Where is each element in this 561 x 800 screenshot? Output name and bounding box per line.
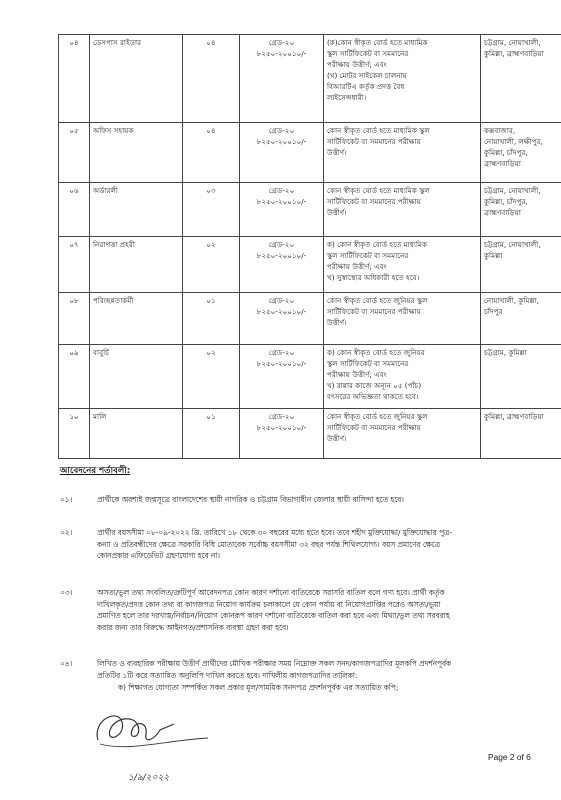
- qualification-line: ক) কোন স্বীকৃত বোর্ড হতে জুনিয়র: [327, 348, 425, 357]
- scale-text: ৮২৫০-২০০১০/-: [256, 49, 307, 58]
- condition-text: [97, 587, 537, 633]
- district-line: কক্সবাজার,: [484, 126, 516, 135]
- post-count-cell: ০২: [183, 237, 240, 293]
- qualification-line: খ) সুস্বাস্থ্যের অধিকারী হতে হবে।: [327, 273, 420, 282]
- scale-text: ৮২৫০-২০০১০/-: [256, 359, 307, 368]
- condition-number: ০৩।: [60, 588, 73, 597]
- district-line: চট্টগ্রাম, নোয়াখালী,: [484, 186, 541, 195]
- post-name-cell: পরিচ্ছন্নতাকর্মী: [90, 293, 183, 345]
- condition-line: প্রার্থীকে অবশ্যই জন্মসূত্রে বাংলাদেশের স্থায়ী নাগরিক ও চট্টগ্রাম বিভাগাধীন জেলার স্থায়ী বাসিন্দা হতে হবে।: [97, 495, 404, 504]
- pay-scale-cell: [240, 237, 324, 293]
- district-line: কুমিল্লা, ব্রাহ্মণবাড়িয়া: [484, 49, 544, 58]
- qualification-line: কোন স্বীকৃত বোর্ড হতে জুনিয়র স্কুল: [327, 296, 428, 305]
- district-line: নোয়াখালী, কুমিল্লা,: [484, 296, 539, 305]
- table-row: [59, 293, 561, 345]
- pay-scale-cell: [240, 123, 324, 183]
- qualification-cell: [324, 183, 481, 237]
- post-count-cell: ০৪: [183, 35, 240, 123]
- district-line: চট্টগ্রাম, কুমিল্লা: [484, 348, 527, 357]
- signature-date: ১/৯/২০২২: [128, 773, 170, 783]
- qualification-line: সার্টিফিকেট বা সমমানের পরীক্ষায়: [327, 307, 421, 316]
- district-line: চাঁদপুর: [484, 307, 503, 316]
- qualification-line: খ) রান্নার কাজে অন্যূন ০৫ (পাঁচ): [327, 381, 422, 390]
- pay-scale-cell: [240, 183, 324, 237]
- districts-cell: [481, 35, 561, 123]
- qualification-line: কোন স্বীকৃত বোর্ড হতে মাধ্যমিক স্কুল: [327, 186, 430, 195]
- condition-number: ০২।: [60, 528, 73, 537]
- post-name-cell: অফিস সহায়ক: [90, 123, 183, 183]
- pay-scale-cell: [240, 345, 324, 409]
- posts-table: [58, 34, 561, 459]
- qualification-line: ক) কোন স্বীকৃত বোর্ড হতে মাধ্যমিক: [327, 240, 428, 249]
- condition-line: প্রার্থীর বয়সসীমা ০৮-০৯-২০২২ খ্রি. তারিখে ১৮ থেকে ৩০ বছরের মধ্যে হতে হবে। তবে শহীদ মুক্তিযোদ্ধা/ মুক্তিযোদ্ধার পুত্র-: [97, 528, 453, 537]
- condition-line: প্রতিটির ১টি করে সত্যায়িত অনুলিপি দাখিল করতে হবে। দাখিলীয় কাগজপত্রাদির তালিকা:: [97, 670, 358, 680]
- serial-cell: ০৭: [59, 237, 90, 293]
- pay-scale-cell: [240, 293, 324, 345]
- table-row: [59, 345, 561, 409]
- grade-text: গ্রেড-২০: [268, 38, 295, 47]
- qualification-line: লাইসেন্সধারী।: [327, 93, 367, 102]
- qualification-cell: [324, 345, 481, 409]
- table-row: [59, 237, 561, 293]
- table-row: [59, 35, 561, 123]
- condition-text: [97, 494, 537, 506]
- post-name-cell: মালি: [90, 409, 183, 459]
- condition-line: প্রমাণিত হলে তার দরখাস্ত/নির্বাচন/নিয়োগ কোনরূপ কারণ দর্শানো ব্যতিরেকে বাতিল করা হবে এবং মিথ্যা/ভুল তথ্য সরবরাহ: [97, 611, 450, 620]
- qualification-line: স্কুল সার্টিফিকেট বা সমমানের: [327, 49, 409, 58]
- qualification-line: পরীক্ষায় উত্তীর্ণ; এবং: [327, 370, 387, 379]
- qualification-line: উত্তীর্ণ।: [327, 434, 347, 443]
- scale-text: ৮২৫০-২০০১০/-: [256, 197, 307, 206]
- serial-cell: ১০: [59, 409, 90, 459]
- qualification-line: উত্তীর্ণ।: [327, 318, 347, 327]
- post-name-cell: ডেসপাস রাইডার: [90, 35, 183, 123]
- qualification-line: (ক)কোন স্বীকৃত বোর্ড হতে মাধ্যমিক: [327, 38, 428, 47]
- scale-text: ৮২৫০-২০০১০/-: [256, 137, 307, 146]
- conditions-title: আবেদনের শর্তাবলী:: [60, 466, 131, 476]
- districts-cell: [481, 345, 561, 409]
- district-line: চট্টগ্রাম, নোয়াখালী,: [484, 240, 541, 249]
- grade-text: গ্রেড-২০: [268, 296, 295, 305]
- pay-scale-cell: [240, 409, 324, 459]
- districts-cell: [481, 123, 561, 183]
- qualification-line: বিআরটিএ কর্তৃক প্রদত্ত বৈধ: [327, 82, 405, 91]
- qualification-line: সার্টিফিকেট বা সমমানের পরীক্ষায়: [327, 137, 421, 146]
- qualification-line: বৎসরের অভিজ্ঞতা থাকতে হবে।: [327, 392, 419, 401]
- pay-scale-cell: [240, 35, 324, 123]
- condition-line: অসত্য/ভুল তথ্য সংবলিত/ত্রুটিপূর্ণ আবেদনপত্র কোন কারণ দর্শানো ব্যতিরেকে সরাসরি বাতিল বলে গণ্য হবে। প্রার্থী কর্তৃক: [97, 588, 445, 597]
- post-count-cell: ০১: [183, 409, 240, 459]
- condition-line: করার জন্য তার বিরুদ্ধে আইনগত/প্রশাসনিক ব্যবস্থা গ্রহণ করা হবে।: [97, 622, 289, 632]
- qualification-line: স্কুল সার্টিফিকেট বা সমমানের: [327, 251, 409, 260]
- scale-text: ৮২৫০-২০০১০/-: [256, 423, 307, 432]
- posts-table-body: [59, 35, 561, 459]
- condition-line: কন্যা ও প্রতিবন্ধীদের ক্ষেত্রে সরকারি বিধি মোতাবেক সর্বোচ্চ বয়সসীমা ৩২ বছর পর্যন্ত শিথিলযোগ্য। বয়স প্রমাণের ক্ষেত্রে: [97, 539, 440, 549]
- condition-line: কোনপ্রকার এফিডেভিট গ্রহণযোগ্য হবে না।: [97, 551, 221, 560]
- district-line: কুমিল্লা, ব্রাহ্মণবাড়িয়া: [484, 412, 544, 421]
- serial-cell: ০৬: [59, 183, 90, 237]
- scale-text: ৮২৫০-২০০১০/-: [256, 251, 307, 260]
- district-line: ব্রাহ্মণবাড়িয়া: [484, 159, 521, 168]
- condition-sub-item: ক) শিক্ষাগত যোগ্যতা সম্পর্কিত সকল প্রকার মূল/সাময়িক সনদপত্র প্রদর্শনপূর্বক এর সত্যায়িত কপি;: [118, 683, 399, 692]
- qualification-cell: [324, 409, 481, 459]
- post-count-cell: ০৪: [183, 123, 240, 183]
- signature-mark: [88, 700, 228, 780]
- grade-text: গ্রেড-২০: [268, 412, 295, 421]
- districts-cell: [481, 409, 561, 459]
- districts-cell: [481, 293, 561, 345]
- serial-cell: ০৯: [59, 345, 90, 409]
- qualification-line: (খ) মোটর সাইকেল চালনায়: [327, 71, 407, 80]
- qualification-line: সার্টিফিকেট বা সমমানের পরীক্ষায়: [327, 197, 421, 206]
- condition-line: লিখিত ও ব্যবহারিক পরীক্ষায় উত্তীর্ণ প্রার্থীদের মৌখিক পরীক্ষার সময় নিম্নোক্ত সকল সনদ/কাগজপত্রাদির মূলকপি প্রদর্শনপূর্বক: [97, 659, 452, 668]
- qualification-line: পরীক্ষায় উত্তীর্ণ; এবং: [327, 60, 387, 69]
- table-row: [59, 409, 561, 459]
- district-line: নোয়াখালী, লক্ষীপুর,: [484, 137, 543, 146]
- grade-text: গ্রেড-২০: [268, 240, 295, 249]
- qualification-cell: [324, 293, 481, 345]
- post-name-cell: নিরাপত্তা প্রহরী: [90, 237, 183, 293]
- post-count-cell: ০১: [183, 293, 240, 345]
- post-name-cell: বাবুর্চি: [90, 345, 183, 409]
- qualification-line: উত্তীর্ণ।: [327, 208, 347, 217]
- post-name-cell: অর্ডারলী: [90, 183, 183, 237]
- condition-number: ০১।: [60, 495, 73, 504]
- districts-cell: [481, 237, 561, 293]
- districts-cell: [481, 183, 561, 237]
- qualification-cell: [324, 237, 481, 293]
- post-count-cell: ০৩: [183, 183, 240, 237]
- condition-line: দাখিলকৃত/প্রদত্ত কোন তথ্য বা কাগজপত্র নিয়োগ কার্যক্রম চলাকালে যে কোন পর্যায় বা নিয়োগপ্রাপ্তির পরেও অসত্য/ভুয়া: [97, 599, 441, 609]
- serial-cell: ০৪: [59, 35, 90, 123]
- district-line: চট্টগ্রাম, নোয়াখালী,: [484, 38, 541, 47]
- qualification-line: সার্টিফিকেট বা সমমানের পরীক্ষায়: [327, 423, 421, 432]
- qualification-line: পরীক্ষায় উত্তীর্ণ; এবং: [327, 262, 387, 271]
- condition-text: [97, 527, 537, 562]
- condition-number: ০৪।: [60, 659, 73, 668]
- district-line: ব্রাহ্মণবাড়িয়া: [484, 208, 521, 217]
- scale-text: ৮২৫০-২০০১০/-: [256, 307, 307, 316]
- district-line: কুমিল্লা, চাঁদপুর,: [484, 197, 528, 206]
- qualification-line: উত্তীর্ণ।: [327, 148, 347, 157]
- grade-text: গ্রেড-২০: [268, 126, 295, 135]
- page-number: Page 2 of 6: [488, 752, 531, 762]
- qualification-cell: [324, 123, 481, 183]
- grade-text: গ্রেড-২০: [268, 348, 295, 357]
- condition-text: [97, 658, 537, 681]
- district-line: কুমিল্লা: [484, 251, 503, 260]
- grade-text: গ্রেড-২০: [268, 186, 295, 195]
- table-row: [59, 183, 561, 237]
- table-row: [59, 123, 561, 183]
- post-count-cell: ০২: [183, 345, 240, 409]
- qualification-line: কোন স্বীকৃত বোর্ড হতে মাধ্যমিক স্কুল: [327, 126, 430, 135]
- qualification-line: কোন স্বীকৃত বোর্ড হতে জুনিয়র স্কুল: [327, 412, 428, 421]
- qualification-cell: [324, 35, 481, 123]
- district-line: কুমিল্লা, চাঁদপুর,: [484, 148, 528, 157]
- serial-cell: ০৫: [59, 123, 90, 183]
- qualification-line: স্কুল সার্টিফিকেট বা সমমানের: [327, 359, 409, 368]
- serial-cell: ০৮: [59, 293, 90, 345]
